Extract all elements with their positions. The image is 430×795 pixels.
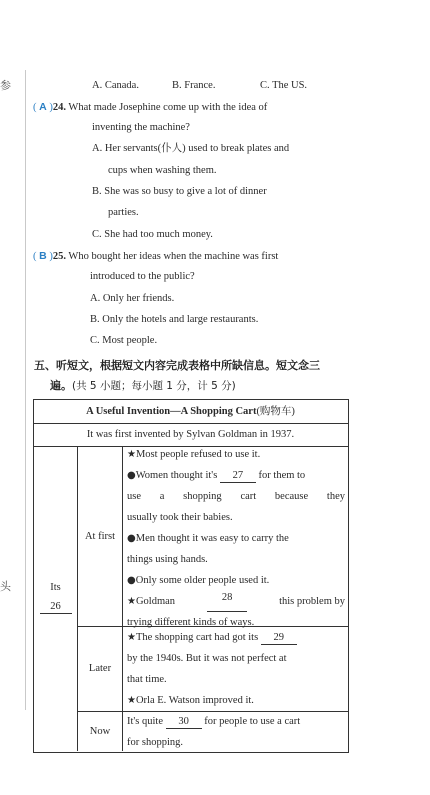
section-five-title-line1: 五、听短文，根据短文内容完成表格中所缺信息。短文念三 <box>34 359 320 372</box>
bullet-dot-icon: ● <box>127 575 136 586</box>
q25-stem-line2: introduced to the public? <box>90 271 195 282</box>
table-line-col1 <box>77 446 78 751</box>
bullet-dot-icon: ● <box>127 533 136 544</box>
table-line-col2 <box>122 446 123 751</box>
margin-line <box>25 70 26 710</box>
label-later: Later <box>88 663 112 674</box>
edge-char-top: 参 <box>0 80 11 92</box>
star-icon: ★ <box>127 632 136 643</box>
label-now: Now <box>89 726 111 737</box>
q24-option-a-line2: cups when washing them. <box>108 165 217 176</box>
section-five-title-line2: 遍。(共 5 小题；每小题 1 分，计 5 分) <box>50 379 236 392</box>
section-five-score-note: (共 5 小题；每小题 1 分，计 5 分) <box>72 380 236 392</box>
q23-option-c: C. The US. <box>260 80 308 91</box>
q24-number: 24. <box>52 102 66 113</box>
blank-28: 28 <box>207 591 247 612</box>
its-label: Its <box>50 582 61 593</box>
q24-option-b-line1: B. She was so busy to give a lot of dinner <box>92 186 267 197</box>
q25-option-b: B. Only the hotels and large restaurants. <box>90 314 259 325</box>
later-content: ★The shopping cart had got its 29 by the 1940s. But it was not perfect at that time. ★Orla E. Watson improved it. <box>127 627 345 711</box>
q23-option-b: B. France. <box>172 80 216 91</box>
q25-stem-line1: Who bought her ideas when the machine was first <box>68 251 279 262</box>
blank-27: 27 <box>220 469 256 483</box>
at-first-content: ★Most people refused to use it. ●Women thought it's 27 for them to use a shopping cart because they usually took their babies. ●Men thought it was easy to carry the things using hands. ●Only some older people used it. ★Goldman 28 this problem by trying different kinds of ways. <box>127 449 345 628</box>
q25-option-a: A. Only her friends. <box>90 293 175 304</box>
now-content: It's quite 30 for people to use a cart for shopping. <box>127 716 301 748</box>
q24-stem: ( A )24. What made Josephine come up with the idea of <box>33 101 268 113</box>
table-title: A Useful Invention—A Shopping Cart(购物车) <box>86 406 295 417</box>
star-icon: ★ <box>127 596 136 607</box>
star-icon: ★ <box>127 695 136 706</box>
bullet-dot-icon: ● <box>127 470 136 481</box>
blank-29: 29 <box>261 631 297 645</box>
blank-26-cell <box>34 598 77 616</box>
q25-stem: ( B )25. Who bought her ideas when the machine was first <box>33 250 279 262</box>
section-five-title <box>34 356 320 396</box>
q24-stem-line1: What made Josephine come up with the idea of <box>68 102 268 113</box>
label-at-first: At first <box>84 531 116 542</box>
q24-option-c: C. She had too much money. <box>92 229 213 240</box>
q25-number: 25. <box>52 251 66 262</box>
q24-option-b-line2: parties. <box>108 207 139 218</box>
q24-stem-line2: inventing the machine? <box>92 122 190 133</box>
q25-option-c: C. Most people. <box>90 335 158 346</box>
q23-option-a: A. Canada. <box>92 80 139 91</box>
q25-answer: B <box>39 250 47 262</box>
q24-option-a-line1: A. Her servants(仆人) used to break plates and <box>92 143 290 154</box>
blank-30: 30 <box>166 715 202 729</box>
blank-26: 26 <box>40 600 72 614</box>
star-icon: ★ <box>127 449 136 460</box>
table-subtitle: It was first invented by Sylvan Goldman in 1937. <box>86 429 295 440</box>
q24-answer: A <box>39 101 47 113</box>
edge-char-bottom: 头 <box>0 581 11 593</box>
